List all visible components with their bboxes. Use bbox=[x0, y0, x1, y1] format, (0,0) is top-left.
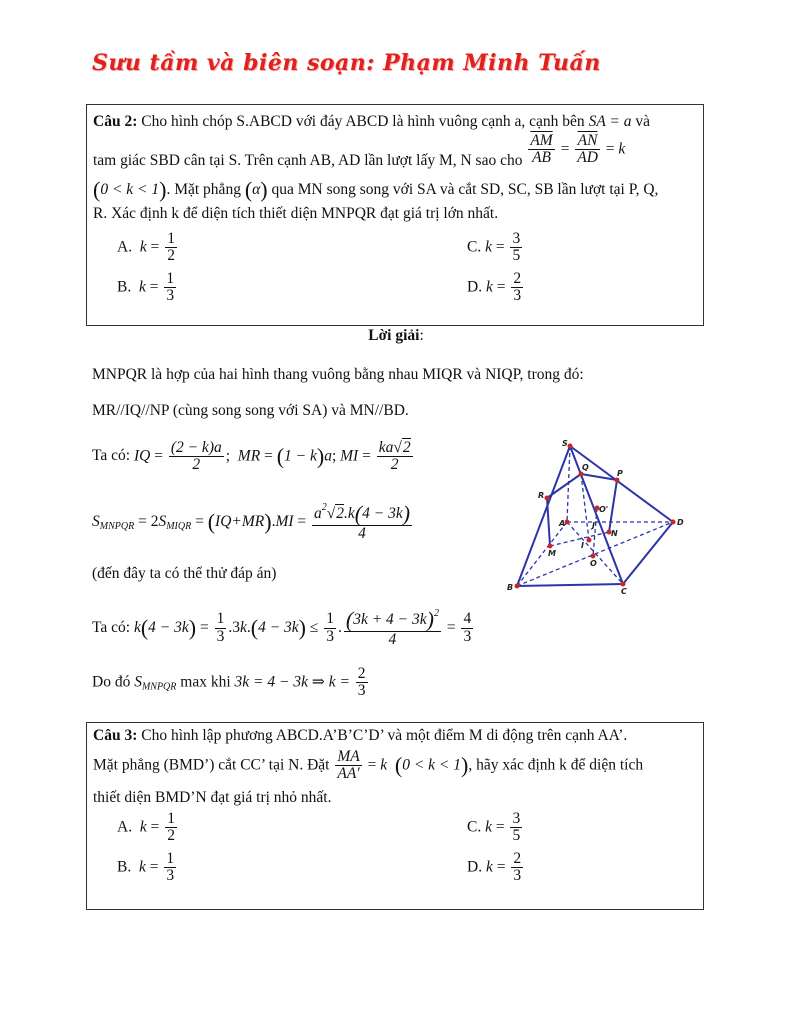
q2-label: Câu 2: bbox=[93, 113, 138, 130]
fig-label-o-prime: O' bbox=[599, 505, 609, 514]
q2-choice-d[interactable]: D. k = $\frac{2}{3}$ bbox=[467, 270, 522, 305]
question-2-box bbox=[86, 104, 704, 326]
q2-line-2: tam giác SBD cân tại S. Trên cạnh AB, AD lần lượt lấy M, N sao cho $\frac{\overline{AM}}{AB}$ = $\frac{\overline{AN}}{AD}$ = k bbox=[93, 132, 626, 170]
fig-label-b: B bbox=[507, 583, 514, 592]
q2-choice-c[interactable]: C. k = $\frac{3}{5}$ bbox=[467, 230, 521, 265]
question-3-box bbox=[86, 722, 704, 910]
q3-choice-c[interactable]: C. k = $\frac{3}{5}$ bbox=[467, 810, 521, 845]
q3-choice-a[interactable]: A. k = $\frac{1}{2}$ bbox=[117, 810, 175, 845]
fig-label-r: R bbox=[538, 491, 545, 500]
page-header: Sưu tầm và biên soạn: Phạm Minh Tuấn bbox=[92, 50, 601, 76]
pyramid-figure bbox=[505, 436, 695, 596]
q2-choice-a[interactable]: A. k = $\frac{1}{2}$ bbox=[117, 230, 175, 265]
q2-line-3: (0 < k < 1). Mặt phẳng (α) qua MN song song với SA và cắt SD, SC, SB lần lượt tại P, Q, bbox=[93, 177, 659, 202]
fig-label-n: N bbox=[611, 529, 618, 538]
fig-label-s: S bbox=[562, 439, 568, 448]
q2-line-4: R. Xác định k để diện tích thiết diện MNPQR đạt giá trị lớn nhất. bbox=[93, 205, 499, 222]
fig-label-c: C bbox=[621, 587, 627, 596]
solution-title: Lời giải: bbox=[368, 327, 424, 344]
fig-label-o: O bbox=[590, 559, 597, 568]
fig-label-m: M bbox=[548, 549, 556, 558]
fig-label-q: Q bbox=[582, 463, 589, 472]
solution-conclusion: Do đó $S_{MNPQR}$ max khi 3k = 4 − 3k ⇒ k = $\frac{2}{3}$ bbox=[92, 665, 366, 700]
q3-line-3: thiết diện BMD’N đạt giá trị nhỏ nhất. bbox=[93, 789, 332, 806]
solution-p1: MNPQR là hợp của hai hình thang vuông bằng nhau MIQR và NIQP, trong đó: bbox=[92, 366, 584, 383]
q3-line-1: Câu 3: Cho hình lập phương ABCD.A’B’C’D’ và một điểm M di động trên cạnh AA’. bbox=[93, 727, 628, 744]
fig-label-p: P bbox=[617, 469, 623, 478]
fig-label-a: A bbox=[559, 519, 566, 528]
fig-label-j: J bbox=[592, 521, 595, 530]
q3-label: Câu 3: bbox=[93, 727, 138, 744]
solution-p5: (đến đây ta có thể thử đáp án) bbox=[92, 565, 277, 582]
q3-choice-d[interactable]: D. k = $\frac{2}{3}$ bbox=[467, 850, 522, 885]
fig-label-i: I bbox=[581, 541, 584, 550]
q2-choice-b[interactable]: B. k = $\frac{1}{3}$ bbox=[117, 270, 175, 305]
solution-formula-1: Ta có: IQ = $\frac{(2 - k)a}{2}$ ; MR = (1 − k)a; MI = $\frac{ka√2}{2}$ bbox=[92, 439, 411, 474]
q3-choice-b[interactable]: B. k = $\frac{1}{3}$ bbox=[117, 850, 175, 885]
q3-line-2: Mặt phẳng (BMD’) cắt CC’ tại N. Đặt $\frac{MA}{AA'}$ = k (0 < k < 1), hãy xác định k để diện tích bbox=[93, 748, 644, 783]
solution-p2: MR//IQ//NP (cùng song song với SA) và MN//BD. bbox=[92, 402, 409, 419]
solution-formula-2: $S_{MNPQR} = 2S_{MIQR} = (IQ+MR).MI$ = $\frac{a^2√2.k(4 - 3k)}{4}$ bbox=[92, 501, 411, 543]
q2-line-1: Câu 2: Cho hình chóp S.ABCD với đáy ABCD là hình vuông cạnh a, cạnh bên SA = a và bbox=[93, 113, 650, 130]
solution-formula-3: Ta có: k(4 − 3k) = $\frac{1}{3}$ .3k.(4 − 3k) ≤ $\frac{1}{3}$ . $\frac{(3k + 4 - 3k)^2}{4}$ = $\frac{4}{3}$ bbox=[92, 607, 472, 649]
fig-label-d: D bbox=[677, 518, 684, 527]
